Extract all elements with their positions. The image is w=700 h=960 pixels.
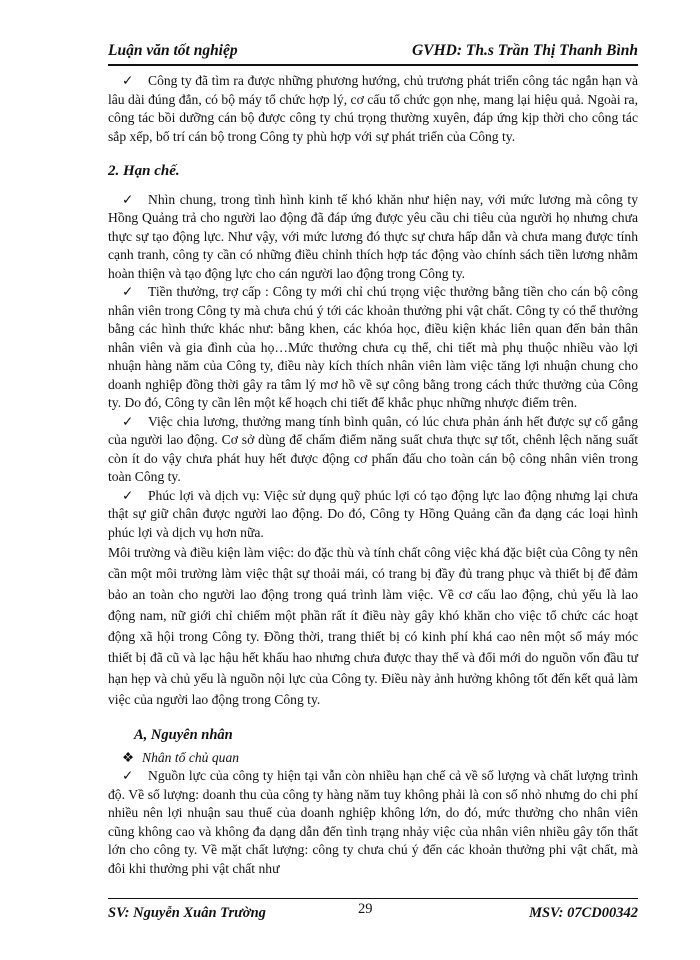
checkmark-icon: ✓ <box>122 191 134 207</box>
paragraph: ✓ Nguồn lực của công ty hiện tại vẫn còn nhiều hạn chế cả về số lượng và chất lượng trình độ. Về số lượng: doanh thu của công ty hàng năm tuy không phải là con số nhỏ nhưng do chi phí nhiều nên lợi nhuận sau thuế của doanh nghiệp không lớn, do đó, mức thưởng cho nhân viên cũng không cao và không đa dạng dẫn đến tình trạng nhảy việc của nhân viên nhiều gây tổn thất lớn cho công ty. Về mặt chất lượng: công ty chưa chú ý đến các khoản thưởng phi vật chất, mà đôi khi thưởng phi vật chất như <box>108 768 638 876</box>
paragraph: ✓ Công ty đã tìm ra được những phương hướng, chủ trương phát triển công tác ngắn hạn và lâu dài đúng đắn, có bộ máy tổ chức hợp lý, cơ cấu tổ chức gọn nhẹ, mang lại hiệu quả. Ngoài ra, công tác bồi dưỡng cán bộ được công ty chú trọng thường xuyên, đáp ứng kịp thời cho công tác sắp xếp, bố trí cán bộ trong Công ty phù hợp với sự phát triển của Công ty. <box>108 73 638 144</box>
checkmark-icon: ✓ <box>122 284 134 299</box>
diamond-bullet-icon: ❖ <box>122 749 135 765</box>
paragraph: ✓ Nhìn chung, trong tình hình kinh tế khó khăn như hiện nay, với mức lương mà công ty Hồng Quảng trả cho người lao động đã đáp ứng được yêu cầu chi tiêu của người họ nhưng chưa thực sự tạo động lực. Như vậy, với mức lương đó thực sự chưa hấp dẫn và chưa mang được tính cạnh tranh, công ty cần có những điều chỉnh thích hợp tác động vào chính sách tiền lương nhằm hoàn thiện và tạo động lực cho cán người lao động trong Công ty. <box>108 191 638 281</box>
checkmark-icon: ✓ <box>122 768 134 783</box>
thesis-title: Luận văn tốt nghiệp <box>108 42 238 59</box>
page-header <box>108 38 638 66</box>
paragraph: ✓ Việc chia lương, thưởng mang tính bình quân, có lúc chưa phản ánh hết được sự cố gắng của người lao động. Cơ sở dùng để chấm điểm năng suất chưa thực sự tốt, chênh lệch năng suất còn ít do vậy chưa phát huy hết được động cơ phấn đấu cho toàn cán bộ công nhân viên trong toàn Công ty. <box>108 413 638 484</box>
checkmark-icon: ✓ <box>122 413 134 429</box>
section-heading: 2. Hạn chế. <box>108 163 180 179</box>
student-id: MSV: 07CD00342 <box>529 905 638 921</box>
supervisor: GVHD: Th.s Trần Thị Thanh Bình <box>412 42 638 59</box>
paragraph: Môi trường và điều kiện làm việc: do đặc thù và tính chất công việc khá đặc biệt của Công ty nên cần một môi trường làm việc thật sự thoải mái, có trang bị đầy đủ trang phục và thiết bị để đảm bảo an toàn cho người lao động trong quá trình làm việc. Về cơ cấu lao động, chủ yếu là lao động nam, nữ giới chỉ chiếm một phần rất ít điều này gây khó khăn cho việc tổ chức các hoạt động xã hội trong Công ty. Đồng thời, trang thiết bị có kinh phí khá cao nên một số máy móc thiết bị đã cũ và lạc hậu hết khấu hao nhưng chưa được thay thế và đổi mới do nguồn vốn đầu tư hạn hẹp và chủ yếu là nguồn nội lực của Công ty. Điều này ảnh hưởng không tốt đến kết quả làm việc của người lao động trong Công ty. <box>108 545 638 707</box>
student-name: SV: Nguyễn Xuân Trường <box>108 905 266 921</box>
page-number: 29 <box>358 901 373 917</box>
checkmark-icon: ✓ <box>122 487 134 503</box>
subsection-heading: A, Nguyên nhân <box>134 727 233 743</box>
paragraph: ✓ Phúc lợi và dịch vụ: Việc sử dụng quỹ phúc lợi có tạo động lực lao động nhưng lại chưa thật sự giữ chân được người lao động. Do đó, Công ty Hồng Quảng cần đa dạng các loại hình phúc lợi và dịch vụ hơn nữa. <box>108 487 638 540</box>
sub-subheading: ❖ Nhân tố chủ quan <box>122 749 638 768</box>
page-body <box>108 72 638 878</box>
checkmark-icon: ✓ <box>122 73 134 88</box>
paragraph: ✓ Tiền thưởng, trợ cấp : Công ty mới chỉ chú trọng việc thưởng bằng tiền cho cán bộ công nhân viên trong Công ty mà chưa chú ý tới các khoản thưởng phi vật chất. Công ty có thể thưởng bằng các hình thức khác như: bằng khen, các khóa học, điều kiện khác liên quan đến bản thân nhân viên và gia đình của họ…Mức thưởng chưa cụ thể, chi tiết mà phụ thuộc nhiều vào lợi nhuận hàng năm của Công ty, điều này kích thích nhân viên làm việc tăng lợi nhuận chung cho doanh nghiệp đồng thời gây ra tâm lý mơ hồ về sự công bằng trong cách thức thưởng của Công ty. Do đó, Công ty cần lên một kế hoạch chi tiết để khắc phục những nhược điểm trên. <box>108 284 638 410</box>
page-footer <box>108 898 638 921</box>
